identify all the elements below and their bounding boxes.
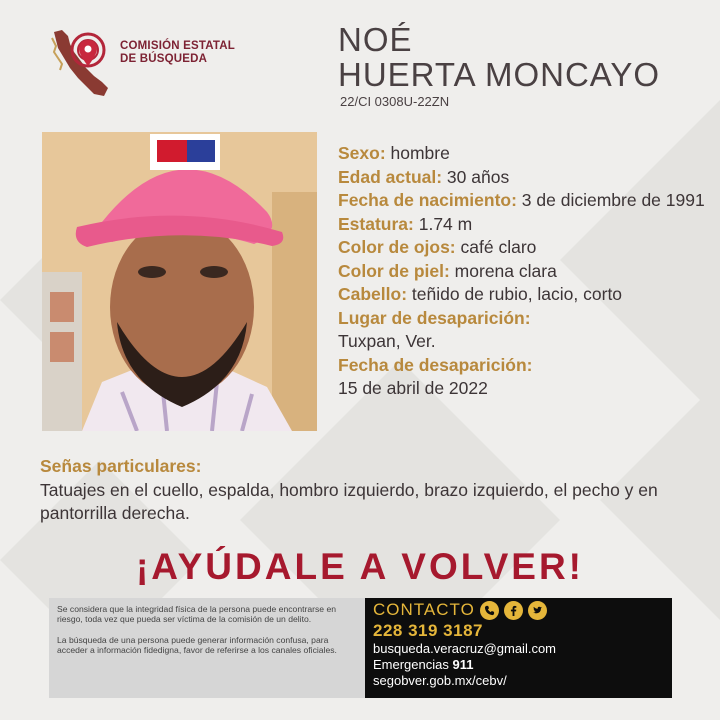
case-id: 22/CI 0308U-22ZN [340,94,450,109]
sexo-value: hombre [385,143,450,163]
contact-box [365,598,672,698]
emergency-number[interactable]: 911 [452,657,474,672]
contact-title: CONTACTO [373,600,475,619]
agency-name-line1: COMISIÓN ESTATAL [120,40,235,52]
detail-edad [338,166,708,190]
agency-name-line2: DE BÚSQUEDA [120,53,208,65]
person-name [338,22,660,92]
edad-value: 30 años [442,166,510,187]
detail-nacimiento [338,189,708,213]
contact-website[interactable]: segobver.gob.mx/cebv/ [373,673,507,688]
marks-value: Tatuajes en el cuello, espalda, hombro izquierdo, brazo izquierdo, el pecho y en pantorrilla derecha. [40,479,658,523]
contact-phone[interactable]: 228 319 3187 [373,621,483,640]
person-details [338,142,708,401]
agency-logo [48,28,268,100]
estatura-label: Estatura: [338,213,414,234]
call-to-action: ¡AYÚDALE A VOLVER! [135,546,584,587]
detail-fecha-desaparicion [338,354,708,401]
facebook-icon[interactable] [504,601,523,620]
fecha-desaparicion-label: Fecha de desaparición: [338,354,533,375]
detail-estatura [338,213,708,237]
nacimiento-value: 3 de diciembre de 1991 [516,190,705,210]
nacimiento-label: Fecha de nacimiento: [338,190,517,210]
disclaimer-box [49,598,365,698]
cabello-label: Cabello: [338,284,408,304]
detail-piel [338,260,708,284]
lugar-value: Tuxpan, Ver. [338,331,436,351]
ojos-value: café claro [455,237,537,257]
detail-ojos [338,236,708,260]
edad-label: Edad actual: [338,166,443,187]
person-photo [42,132,317,431]
detail-lugar [338,307,708,354]
last-names: HUERTA MONCAYO [338,56,661,93]
map-pin-icon [68,32,108,76]
fecha-desaparicion-value: 15 de abril de 2022 [338,378,488,398]
contact-email[interactable]: busqueda.veracruz@gmail.com [373,641,557,656]
detail-cabello [338,283,708,307]
detail-sexo [338,142,708,166]
piel-label: Color de piel: [338,260,450,281]
disclaimer-paragraph-1: Se considera que la integridad física de la persona puede encontrarse en riesgo, toda vez que pueda ser víctima de la comisión de un delito. [57,604,337,625]
marks-label: Señas particulares: [40,456,202,476]
contact-header [373,600,664,620]
disclaimer-paragraph-2: La búsqueda de una persona puede generar información confusa, para acceder a información fidedigna, favor de referirse a los canales oficiales. [57,634,337,655]
agency-name [120,40,235,66]
lugar-label: Lugar de desaparición: [338,307,531,328]
piel-value: morena clara [449,260,557,281]
phone-icon [480,601,499,620]
twitter-icon[interactable] [528,601,547,620]
emergency-line [373,657,664,673]
sexo-label: Sexo: [338,143,386,163]
first-name: NOÉ [338,21,413,58]
emergency-label: Emergencias [373,657,453,672]
cabello-value: teñido de rubio, lacio, corto [407,284,623,304]
distinguishing-marks [40,455,710,526]
estatura-value: 1.74 m [413,213,473,234]
ojos-label: Color de ojos: [338,237,456,257]
